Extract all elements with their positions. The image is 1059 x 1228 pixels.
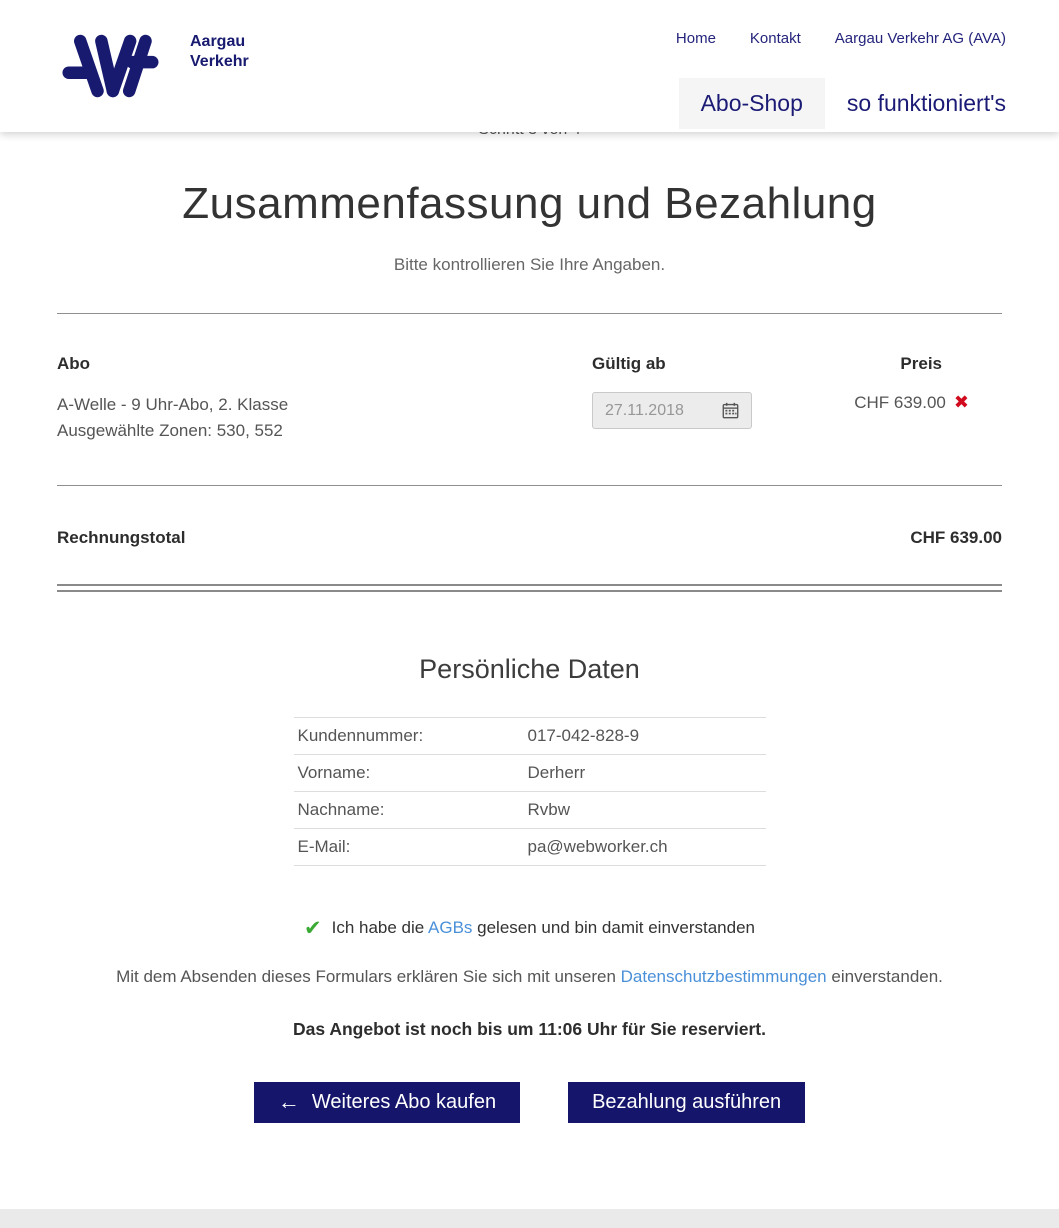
date-value: 27.11.2018 bbox=[605, 401, 684, 419]
divider-top bbox=[57, 313, 1002, 314]
step-indicator-clipped bbox=[0, 132, 1059, 141]
row-value: pa@webworker.ch bbox=[524, 828, 766, 865]
footer-bar bbox=[0, 1209, 1059, 1228]
total-label: Rechnungstotal bbox=[57, 527, 186, 547]
main-content bbox=[57, 179, 1002, 1123]
personal-data-title: Persönliche Daten bbox=[419, 653, 640, 684]
order-table-header bbox=[57, 354, 1002, 374]
site-header bbox=[0, 0, 1059, 132]
abo-zones: Ausgewählte Zonen: 530, 552 bbox=[57, 421, 283, 441]
row-label: Vorname: bbox=[294, 754, 524, 791]
order-item-row bbox=[57, 392, 1002, 445]
row-label: Nachname: bbox=[294, 791, 524, 828]
brand-name: Aargau Verkehr bbox=[190, 33, 249, 70]
row-value: 017-042-828-9 bbox=[524, 717, 766, 754]
valid-from-date-input[interactable] bbox=[592, 392, 752, 429]
brand[interactable] bbox=[62, 26, 249, 106]
remove-item-icon[interactable]: ✖ bbox=[953, 392, 969, 412]
back-arrow-icon: ← bbox=[277, 1089, 300, 1115]
personal-data-table bbox=[294, 717, 766, 866]
row-value: Derherr bbox=[524, 754, 766, 791]
divider-double bbox=[57, 584, 1002, 592]
ava-logo-icon bbox=[62, 26, 158, 106]
sub-nav bbox=[679, 78, 1006, 129]
agb-confirmation[interactable] bbox=[57, 916, 1002, 941]
privacy-link[interactable]: Datenschutzbestimmungen bbox=[620, 966, 827, 986]
privacy-text-after: einverstanden. bbox=[826, 966, 943, 986]
divider-items-total bbox=[57, 485, 1002, 486]
buy-another-abo-button[interactable]: ← Weiteres Abo kaufen bbox=[254, 1082, 520, 1123]
action-buttons bbox=[57, 1082, 1002, 1123]
privacy-note bbox=[57, 967, 1002, 987]
invoice-total-row bbox=[57, 528, 1002, 548]
agb-link[interactable]: AGBs bbox=[428, 917, 473, 937]
agb-text-after: gelesen und bin damit einverstanden bbox=[472, 917, 756, 937]
item-price bbox=[752, 392, 1002, 445]
page-title: Zusammenfassung und Bezahlung bbox=[182, 179, 877, 228]
row-value: Rvbw bbox=[524, 791, 766, 828]
tab-so-funktionierts[interactable]: so funktioniert's bbox=[846, 90, 1006, 116]
calendar-icon[interactable] bbox=[722, 402, 739, 419]
nav-company[interactable]: Aargau Verkehr AG (AVA) bbox=[834, 30, 1006, 47]
reservation-notice: Das Angebot ist noch bis um 11:06 Uhr für Sie reserviert. bbox=[293, 1018, 766, 1039]
col-header-price: Preis bbox=[900, 354, 942, 373]
price-value: CHF 639.00 bbox=[854, 393, 946, 412]
nav-kontakt[interactable]: Kontakt bbox=[749, 30, 801, 47]
page-subtitle: Bitte kontrollieren Sie Ihre Angaben. bbox=[393, 255, 666, 274]
table-row bbox=[294, 717, 766, 754]
table-row bbox=[294, 754, 766, 791]
top-nav bbox=[676, 30, 1006, 47]
nav-home[interactable]: Home bbox=[675, 30, 716, 47]
col-header-abo: Abo bbox=[57, 354, 91, 373]
row-label: Kundennummer: bbox=[294, 717, 524, 754]
total-value: CHF 639.00 bbox=[910, 527, 1002, 547]
abo-description bbox=[57, 392, 592, 445]
agb-text-before: Ich habe die bbox=[331, 917, 429, 937]
col-header-valid-from: Gültig ab bbox=[592, 354, 666, 373]
row-label: E-Mail: bbox=[294, 828, 524, 865]
table-row bbox=[294, 791, 766, 828]
tab-abo-shop[interactable]: Abo-Shop bbox=[679, 78, 825, 129]
table-row bbox=[294, 828, 766, 865]
execute-payment-button[interactable]: Bezahlung ausführen bbox=[568, 1082, 805, 1123]
abo-title: A-Welle - 9 Uhr-Abo, 2. Klasse bbox=[57, 395, 289, 414]
privacy-text-before: Mit dem Absenden dieses Formulars erklären Sie sich mit unseren bbox=[116, 966, 621, 986]
checkmark-icon[interactable]: ✔ bbox=[303, 916, 322, 940]
